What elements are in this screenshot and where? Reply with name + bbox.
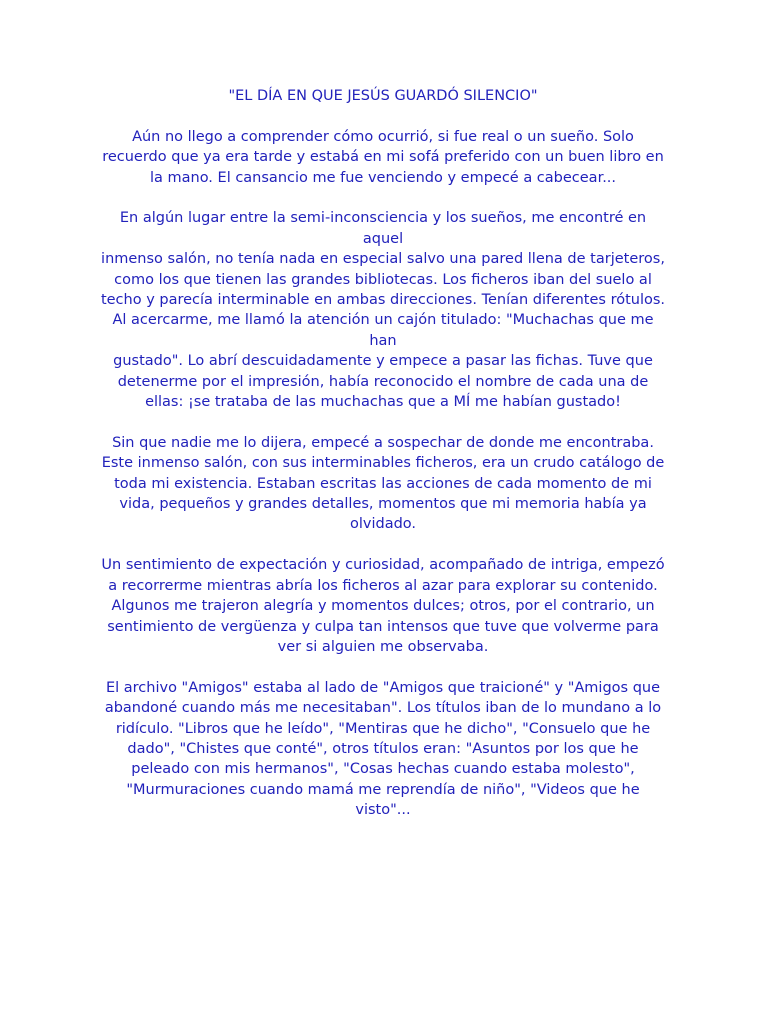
paragraph-line: El archivo "Amigos" estaba al lado de "Amigos que traicioné" y "Amigos que abandoné cuando más me necesitaban". Los títulos iban de lo mundano a lo ridículo. "Libros que he leído", "Mentiras que he dicho", "Consuelo que he dado", "Chistes que conté", otros títulos eran: "Asuntos por los que he peleado con mis hermanos", "Cosas hechas cuando estaba molesto", "Murmuraciones cuando mamá me reprendía de niño", "Videos que he visto"... <box>104 679 662 819</box>
paragraph-line: Aún no llego a comprender cómo ocurrió, si fue real o un sueño. Solo recuerdo que ya era tarde y estabá en mi sofá preferido con un buen libro en la mano. El cansancio me fue venciendo y empecé a cabecear... <box>102 128 664 186</box>
paragraph-5 <box>100 678 666 821</box>
paragraph-line: Sin que nadie me lo dijera, empecé a sospechar de donde me encontraba. Este inmenso salón, con sus interminables ficheros, era un crudo catálogo de toda mi existencia. Estaban escritas las acciones de cada momento de mi vida, pequeños y grandes detalles, momentos que mi memoria había ya olvidado. <box>101 434 665 533</box>
paragraph-line: inmenso salón, no tenía nada en especial salvo una pared llena de tarjeteros, como los que tienen las grandes bibliotecas. Los ficheros iban del suelo al techo y parecía interminable en ambas direcciones. Tenían diferentes rótulos. Al acercarme, me llamó la atención un cajón titulado: "Muchachas que me han <box>100 251 666 349</box>
paragraph-2 <box>100 208 666 412</box>
paragraph-line: En algún lugar entre la semi-inconsciencia y los sueños, me encontré en aquel <box>119 210 647 247</box>
paragraph-line: gustado". Lo abrí descuidadamente y empece a pasar las fichas. Tuve que detenerme por el impresión, había reconocido el nombre de cada una de ellas: ¡se trataba de las muchachas que a MÍ me habían gustado! <box>113 353 653 411</box>
document-title: "EL DÍA EN QUE JESÚS GUARDÓ SILENCIO" <box>228 88 538 104</box>
paragraph-4 <box>100 555 666 657</box>
paragraph-3 <box>100 433 666 535</box>
paragraph-line: Algunos me trajeron alegría y momentos dulces; otros, por el contrario, un sentimiento de vergüenza y culpa tan intensos que tuve que volverme para <box>107 598 659 635</box>
paragraph-line: ver si alguien me observaba. <box>277 638 489 655</box>
paragraph-1 <box>100 127 666 188</box>
document-body <box>100 86 666 821</box>
paragraph-line: Un sentimiento de expectación y curiosidad, acompañado de intriga, empezó a recorrerme mientras abría los ficheros al azar para explorar su contenido. <box>101 557 665 594</box>
